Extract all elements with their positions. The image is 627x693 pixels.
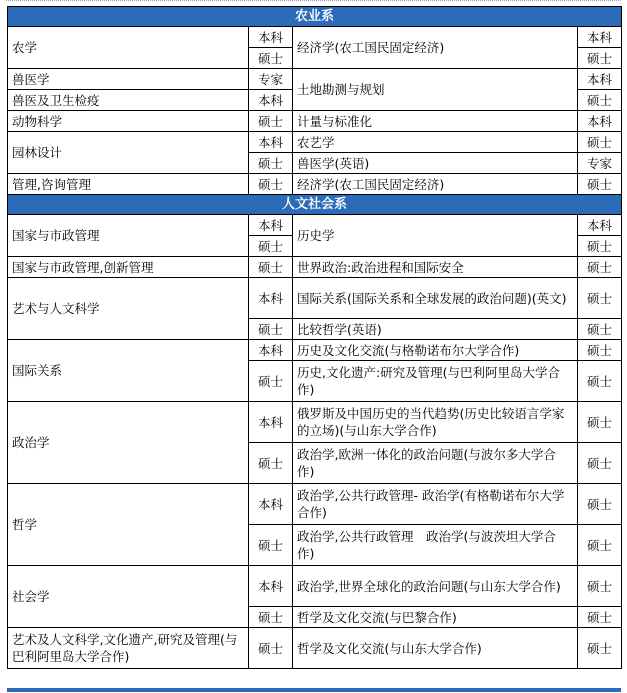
major-name: 计量与标准化 [293,111,578,132]
degree-cell: 本科 [578,69,622,90]
major-name: 哲学 [8,484,249,566]
degree-cell: 本科 [249,278,293,319]
degree-cell: 硕士 [249,174,293,195]
major-name: 艺术及人文科学,文化遗产,研究及管理(与巴利阿里岛大学合作) [8,628,249,669]
major-name: 世界政治:政治进程和国际安全 [293,257,578,278]
degree-cell: 硕士 [578,174,622,195]
degree-cell: 硕士 [578,236,622,257]
major-name: 政治学,公共行政管理- 政治学(有格勒诺布尔大学合作) [293,484,578,525]
major-name: 俄罗斯及中国历史的当代趋势(历史比较语言学家的立场)(与山东大学合作) [293,402,578,443]
degree-cell: 本科 [249,27,293,48]
top-dotted-rule [6,0,621,5]
degree-cell: 本科 [578,215,622,236]
degree-cell: 硕士 [249,236,293,257]
degree-cell: 硕士 [578,340,622,361]
major-name: 历史,文化遗产:研究及管理(与巴利阿里岛大学合作) [293,361,578,402]
degree-cell: 本科 [249,402,293,443]
degree-cell: 硕士 [578,484,622,525]
degree-cell: 硕士 [578,628,622,669]
table-row [8,628,622,669]
major-name: 土地勘测与规划 [293,69,578,111]
table-row [8,257,622,278]
degree-cell: 硕士 [249,443,293,484]
major-name: 哲学及文化交流(与山东大学合作) [293,628,578,669]
major-name: 国际关系 [8,340,249,402]
degree-cell: 硕士 [578,48,622,69]
major-name: 经济学(农工国民固定经济) [293,174,578,195]
major-name: 农学 [8,27,249,69]
major-name: 国家与市政管理 [8,215,249,257]
degree-cell: 本科 [249,566,293,607]
degree-cell: 硕士 [578,319,622,340]
degree-cell: 硕士 [249,607,293,628]
table-row [8,69,622,90]
major-name: 政治学,公共行政管理 政治学(与波茨坦大学合作) [293,525,578,566]
degree-cell: 硕士 [578,607,622,628]
major-name: 哲学及文化交流(与巴黎合作) [293,607,578,628]
table-row [8,484,622,525]
degree-cell: 硕士 [249,257,293,278]
section-header-humanities: 人文社会系 [8,195,622,215]
bottom-blue-bar [7,688,621,692]
major-name: 艺术与人文科学 [8,278,249,340]
degree-cell: 硕士 [578,278,622,319]
degree-cell: 硕士 [578,257,622,278]
degree-cell: 硕士 [249,153,293,174]
table-row [8,132,622,153]
table-row [8,174,622,195]
degree-cell: 硕士 [578,443,622,484]
degree-cell: 硕士 [578,361,622,402]
table-row [8,278,622,319]
degree-cell: 本科 [578,27,622,48]
major-name: 园林设计 [8,132,249,174]
degree-cell: 硕士 [249,525,293,566]
table-row [8,340,622,361]
major-name: 政治学,欧洲一体化的政治问题(与波尔多大学合作) [293,443,578,484]
section-row-humanities [8,195,622,215]
degree-cell: 硕士 [578,90,622,111]
table-row [8,566,622,607]
degree-cell: 硕士 [249,48,293,69]
degree-cell: 硕士 [578,402,622,443]
degree-cell: 本科 [249,484,293,525]
major-name: 历史及文化交流(与格勒诺布尔大学合作) [293,340,578,361]
section-header-agriculture: 农业系 [8,7,622,27]
degree-cell: 本科 [249,132,293,153]
degree-cell: 专家 [249,69,293,90]
major-name: 历史学 [293,215,578,257]
major-name: 社会学 [8,566,249,628]
major-name: 管理,咨询管理 [8,174,249,195]
major-name: 兽医及卫生检疫 [8,90,249,111]
major-name: 兽医学 [8,69,249,90]
degree-cell: 硕士 [249,319,293,340]
major-name: 国家与市政管理,创新管理 [8,257,249,278]
degree-cell: 专家 [578,153,622,174]
major-name: 政治学 [8,402,249,484]
degree-cell: 硕士 [249,361,293,402]
table-row [8,402,622,443]
major-name: 兽医学(英语) [293,153,578,174]
major-name: 动物科学 [8,111,249,132]
table-row [8,215,622,236]
degree-cell: 硕士 [249,111,293,132]
degree-cell: 本科 [249,90,293,111]
degree-cell: 硕士 [249,628,293,669]
programs-table [7,6,622,669]
major-name: 经济学(农工国民固定经济) [293,27,578,69]
major-name: 比较哲学(英语) [293,319,578,340]
degree-cell: 硕士 [578,525,622,566]
major-name: 农艺学 [293,132,578,153]
major-name: 国际关系(国际关系和全球发展的政治问题)(英文) [293,278,578,319]
degree-cell: 本科 [249,215,293,236]
section-row-agriculture [8,7,622,27]
table-row [8,27,622,48]
degree-cell: 硕士 [578,566,622,607]
table-row [8,111,622,132]
major-name: 政治学,世界全球化的政治问题(与山东大学合作) [293,566,578,607]
degree-cell: 本科 [249,340,293,361]
degree-cell: 硕士 [578,132,622,153]
degree-cell: 本科 [578,111,622,132]
